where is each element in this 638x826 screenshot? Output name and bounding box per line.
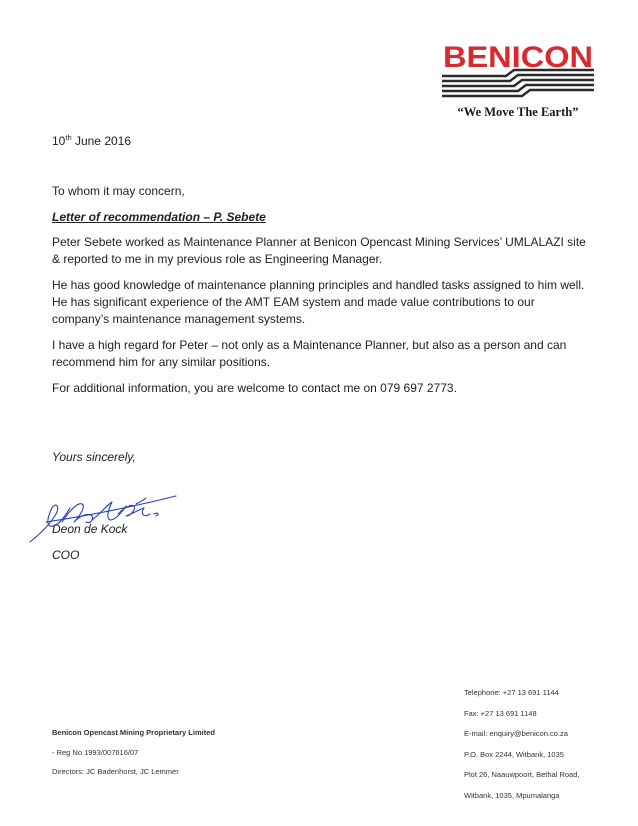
body-paragraph: I have a high regard for Peter – not only as a Maintenance Planner, but also as a person and can recommend him for any similar positions. xyxy=(52,338,567,369)
closing: Yours sincerely, xyxy=(52,450,136,464)
footer-fax: Fax: +27 13 691 1148 xyxy=(464,708,537,718)
body-paragraph: For additional information, you are welcome to contact me on 079 697 2773. xyxy=(52,381,457,395)
date-month-year: June 2016 xyxy=(71,134,132,148)
date-suffix: th xyxy=(65,133,72,142)
footer-reg-number: - Reg No 1993/007616/07 xyxy=(52,747,139,757)
body-paragraph: He has good knowledge of maintenance planning principles and handled tasks assigned to him well. He has significant experience of the AMT EAM system and made value contributions to our company’s maintenance management systems. xyxy=(52,278,585,326)
footer-directors: Directors: JC Badenhorst, JC Lemmer xyxy=(52,767,179,776)
letter-body xyxy=(52,234,592,406)
letter-subject: Letter of recommendation – P. Sebete xyxy=(52,210,266,224)
letter-date xyxy=(52,133,131,148)
footer-company-name: Benicon Opencast Mining Proprietary Limited xyxy=(52,728,215,737)
footer-address-line1: Plot 26, Naauwpoort, Bethal Road, xyxy=(464,770,580,779)
company-tagline: “We Move The Earth” xyxy=(457,105,579,119)
handwritten-signature xyxy=(26,494,178,544)
logo-wordmark: BENICON xyxy=(443,41,593,74)
footer-email: E-mail: enquiry@benicon.co.za xyxy=(464,729,568,738)
footer-address-line2: Witbank, 1035, Mpumalanga xyxy=(464,790,560,800)
footer-contact-info xyxy=(464,688,580,811)
body-paragraph: Peter Sebete worked as Maintenance Planner at Benicon Opencast Mining Services’ UMLALAZI site & reported to me in my previous role as Engineering Manager. xyxy=(52,235,586,266)
salutation: To whom it may concern, xyxy=(52,184,185,198)
benicon-logo xyxy=(440,38,596,100)
signer-title: COO xyxy=(52,548,80,562)
date-day: 10 xyxy=(52,134,66,148)
footer-telephone: Telephone: +27 13 691 1144 xyxy=(464,688,559,697)
signer-name: Deon de Kock xyxy=(52,522,128,536)
footer-company-info xyxy=(52,728,215,787)
footer-po-box: P.O. Box 2244, Witbank, 1035 xyxy=(464,749,564,759)
